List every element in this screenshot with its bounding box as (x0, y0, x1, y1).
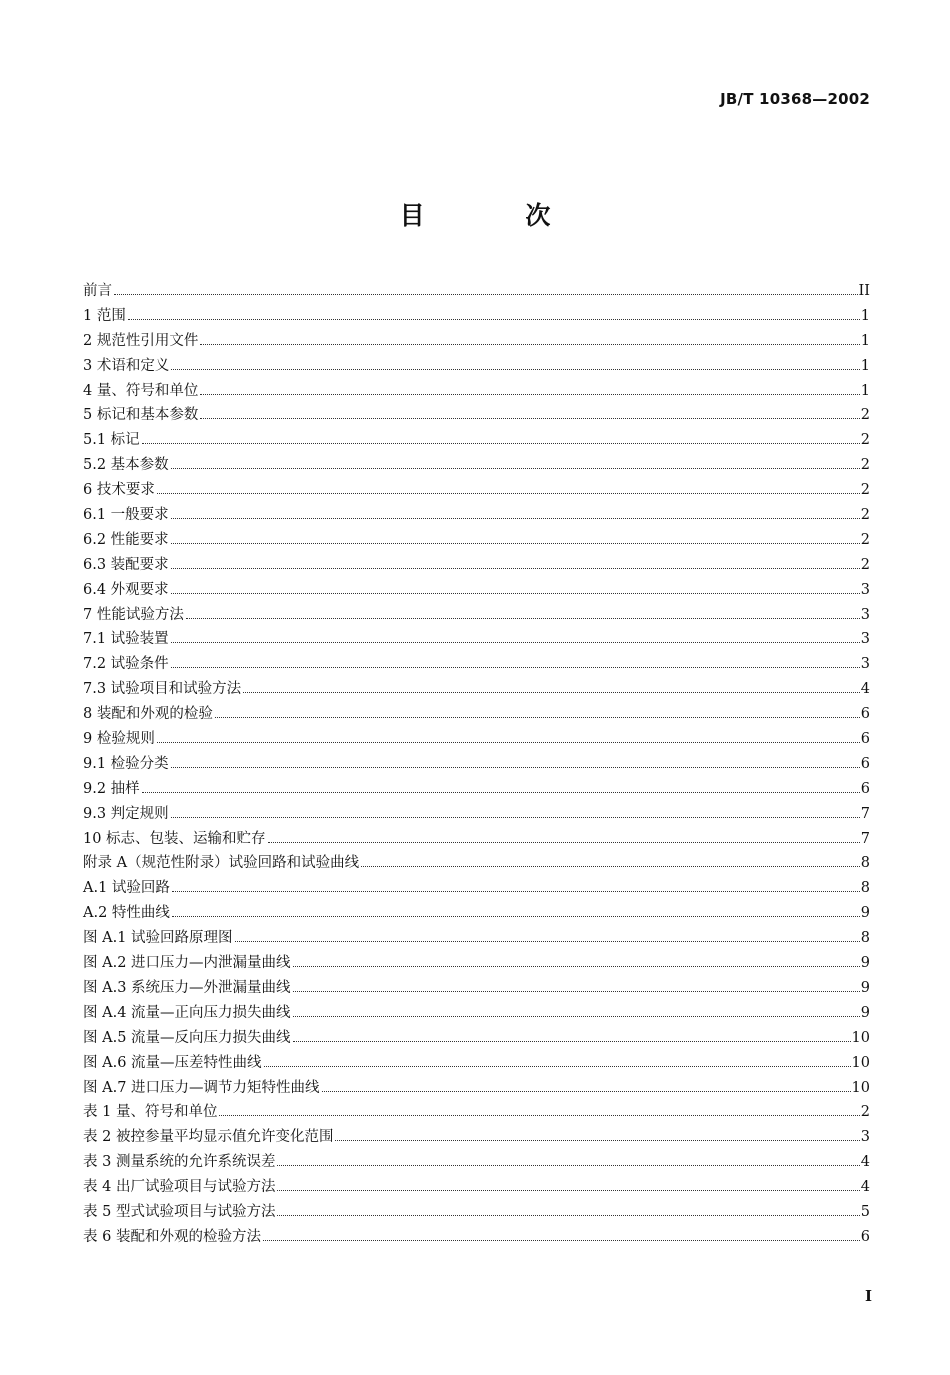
toc-entry[interactable] (83, 1100, 870, 1125)
toc-entry-page: 5 (860, 1203, 870, 1220)
dot-leader (171, 593, 860, 594)
toc-entry-page: 4 (860, 1179, 870, 1196)
toc-entry-page: 6 (860, 1228, 870, 1245)
toc-entry-label: 表 6 装配和外观的检验方法 (83, 1228, 261, 1245)
page-title: 目 次 (399, 201, 597, 230)
dot-leader (114, 294, 858, 295)
dot-leader (171, 543, 860, 544)
toc-entry[interactable] (83, 528, 870, 553)
dot-leader (219, 1115, 859, 1116)
toc-entry[interactable] (83, 1125, 870, 1150)
toc-entry[interactable] (83, 926, 870, 951)
toc-entry-label: 1 范围 (83, 307, 126, 324)
toc-entry-label: 8 装配和外观的检验 (83, 706, 213, 723)
toc-entry-page: 4 (860, 681, 870, 698)
toc-entry-label: 图 A.6 流量—压差特性曲线 (83, 1054, 262, 1071)
toc-entry[interactable] (83, 403, 870, 428)
toc-entry[interactable] (83, 428, 870, 453)
toc-entry-page: 1 (860, 332, 870, 349)
table-of-contents (83, 279, 870, 1250)
toc-entry-label: 9.1 检验分类 (83, 755, 169, 772)
toc-entry[interactable] (83, 478, 870, 503)
toc-entry-page: 8 (860, 930, 870, 947)
standard-code: JB/T 10368—2002 (720, 90, 870, 108)
toc-entry[interactable] (83, 677, 870, 702)
toc-entry-page: 2 (860, 407, 870, 424)
dot-leader (142, 443, 860, 444)
toc-entry-label: 表 5 型式试验项目与试验方法 (83, 1203, 276, 1220)
toc-entry[interactable] (83, 827, 870, 852)
dot-leader (277, 1215, 859, 1216)
toc-entry-label: 7.1 试验装置 (83, 631, 169, 648)
toc-entry[interactable] (83, 702, 870, 727)
toc-entry[interactable] (83, 652, 870, 677)
toc-entry-page: 2 (860, 531, 870, 548)
dot-leader (171, 817, 860, 818)
toc-entry-label: 7 性能试验方法 (83, 606, 184, 623)
dot-leader (171, 667, 860, 668)
toc-entry-label: 5.1 标记 (83, 432, 140, 449)
dot-leader (171, 468, 860, 469)
toc-entry-page: 8 (860, 880, 870, 897)
toc-entry-label: 附录 A（规范性附录）试验回路和试验曲线 (83, 855, 360, 872)
toc-entry-page: 2 (860, 457, 870, 474)
toc-entry-label: 图 A.1 试验回路原理图 (83, 930, 233, 947)
toc-entry-label: 3 术语和定义 (83, 357, 170, 374)
dot-leader (171, 568, 860, 569)
dot-leader (171, 518, 860, 519)
toc-entry-page: 3 (860, 581, 870, 598)
toc-entry-label: 图 A.2 进口压力—内泄漏量曲线 (83, 955, 291, 972)
toc-entry-page: 7 (860, 830, 870, 847)
dot-leader (335, 1140, 859, 1141)
toc-entry[interactable] (83, 503, 870, 528)
toc-entry-page: 3 (860, 606, 870, 623)
toc-entry[interactable] (83, 329, 870, 354)
toc-entry[interactable] (83, 727, 870, 752)
dot-leader (200, 344, 859, 345)
dot-leader (171, 642, 860, 643)
dot-leader (171, 369, 859, 370)
dot-leader (322, 1091, 851, 1092)
dot-leader (293, 1016, 860, 1017)
toc-entry-label: 图 A.7 进口压力—调节力矩特性曲线 (83, 1079, 320, 1096)
toc-entry-label: 前言 (83, 283, 112, 299)
dot-leader (293, 1041, 851, 1042)
toc-entry-label: 5.2 基本参数 (83, 457, 169, 474)
toc-entry[interactable] (83, 1175, 870, 1200)
toc-entry[interactable] (83, 1076, 870, 1101)
toc-entry-label: 6.1 一般要求 (83, 507, 169, 524)
toc-entry-label: A.2 特性曲线 (83, 905, 170, 922)
toc-entry-page: 6 (860, 731, 870, 748)
toc-entry[interactable] (83, 802, 870, 827)
dot-leader (157, 493, 860, 494)
toc-entry-page: 9 (860, 979, 870, 996)
toc-entry[interactable] (83, 1051, 870, 1076)
toc-entry-page: 1 (860, 307, 870, 324)
dot-leader (293, 991, 860, 992)
toc-entry-page: 2 (860, 556, 870, 573)
toc-entry[interactable] (83, 976, 870, 1001)
toc-entry[interactable] (83, 777, 870, 802)
toc-entry-page: 10 (851, 1079, 870, 1096)
dot-leader (157, 742, 860, 743)
toc-entry-label: 7.3 试验项目和试验方法 (83, 681, 242, 698)
toc-entry[interactable] (83, 304, 870, 329)
toc-entry-label: 6.2 性能要求 (83, 531, 169, 548)
dot-leader (200, 418, 859, 419)
dot-leader (293, 966, 860, 967)
toc-entry-label: 10 标志、包装、运输和贮存 (83, 830, 266, 847)
toc-entry-page: 9 (860, 1004, 870, 1021)
toc-entry[interactable] (83, 553, 870, 578)
toc-entry[interactable] (83, 1225, 870, 1250)
toc-entry-label: 表 1 量、符号和单位 (83, 1104, 218, 1121)
toc-entry-page: 9 (860, 905, 870, 922)
toc-entry-label: 图 A.4 流量—正向压力损失曲线 (83, 1004, 291, 1021)
toc-entry-page: 6 (860, 755, 870, 772)
toc-entry-label: 2 规范性引用文件 (83, 332, 199, 349)
toc-entry-page: 4 (860, 1154, 870, 1171)
toc-entry-page: 6 (860, 780, 870, 797)
dot-leader (243, 692, 860, 693)
toc-entry-page: 7 (860, 805, 870, 822)
toc-entry[interactable] (83, 379, 870, 404)
toc-entry-page: 3 (860, 656, 870, 673)
toc-entry[interactable] (83, 1026, 870, 1051)
toc-entry[interactable] (83, 1200, 870, 1225)
dot-leader (186, 618, 860, 619)
toc-entry[interactable] (83, 354, 870, 379)
dot-leader (128, 319, 860, 320)
toc-entry-page: 2 (860, 1104, 870, 1121)
toc-entry-label: A.1 试验回路 (83, 880, 170, 897)
dot-leader (200, 394, 859, 395)
toc-entry[interactable] (83, 1150, 870, 1175)
toc-entry[interactable] (83, 752, 870, 777)
toc-entry[interactable] (83, 1001, 870, 1026)
toc-entry-label: 表 4 出厂试验项目与试验方法 (83, 1179, 276, 1196)
toc-entry-page: 3 (860, 1129, 870, 1146)
toc-entry-label: 表 2 被控参量平均显示值允许变化范围 (83, 1129, 334, 1146)
toc-entry-label: 图 A.5 流量—反向压力损失曲线 (83, 1029, 291, 1046)
toc-entry[interactable] (83, 453, 870, 478)
toc-entry-label: 9.3 判定规则 (83, 805, 169, 822)
dot-leader (361, 866, 860, 867)
dot-leader (264, 1066, 851, 1067)
dot-leader (277, 1190, 859, 1191)
toc-entry-page: 2 (860, 432, 870, 449)
toc-entry-page: 10 (851, 1054, 870, 1071)
toc-entry[interactable] (83, 876, 870, 901)
toc-entry[interactable] (83, 279, 870, 304)
toc-entry-page: 2 (860, 482, 870, 499)
toc-entry[interactable] (83, 627, 870, 652)
toc-entry-page: 3 (860, 631, 870, 648)
dot-leader (235, 941, 860, 942)
dot-leader (172, 916, 860, 917)
dot-leader (277, 1165, 859, 1166)
toc-entry-label: 9.2 抽样 (83, 780, 140, 797)
dot-leader (215, 717, 860, 718)
dot-leader (268, 842, 860, 843)
toc-entry[interactable] (83, 578, 870, 603)
toc-entry[interactable] (83, 851, 870, 876)
toc-entry-label: 4 量、符号和单位 (83, 382, 199, 399)
toc-entry-page: 1 (860, 382, 870, 399)
toc-entry-page: II (858, 283, 870, 299)
toc-entry-page: 6 (860, 706, 870, 723)
toc-entry-label: 表 3 测量系统的允许系统误差 (83, 1154, 276, 1171)
toc-entry-label: 6.3 装配要求 (83, 556, 169, 573)
page-number: I (864, 1287, 872, 1305)
toc-entry-label: 图 A.3 系统压力—外泄漏量曲线 (83, 979, 291, 996)
toc-entry[interactable] (83, 951, 870, 976)
toc-entry-label: 6.4 外观要求 (83, 581, 169, 598)
dot-leader (171, 767, 860, 768)
toc-entry[interactable] (83, 603, 870, 628)
toc-entry-page: 2 (860, 507, 870, 524)
toc-entry-label: 9 检验规则 (83, 731, 155, 748)
toc-entry-page: 8 (860, 855, 870, 872)
toc-entry-label: 6 技术要求 (83, 482, 155, 499)
toc-entry-label: 5 标记和基本参数 (83, 407, 199, 424)
toc-entry-page: 9 (860, 955, 870, 972)
toc-entry-page: 1 (860, 357, 870, 374)
toc-entry-label: 7.2 试验条件 (83, 656, 169, 673)
toc-entry-page: 10 (851, 1029, 870, 1046)
dot-leader (142, 792, 860, 793)
dot-leader (263, 1240, 860, 1241)
dot-leader (172, 891, 860, 892)
toc-entry[interactable] (83, 901, 870, 926)
